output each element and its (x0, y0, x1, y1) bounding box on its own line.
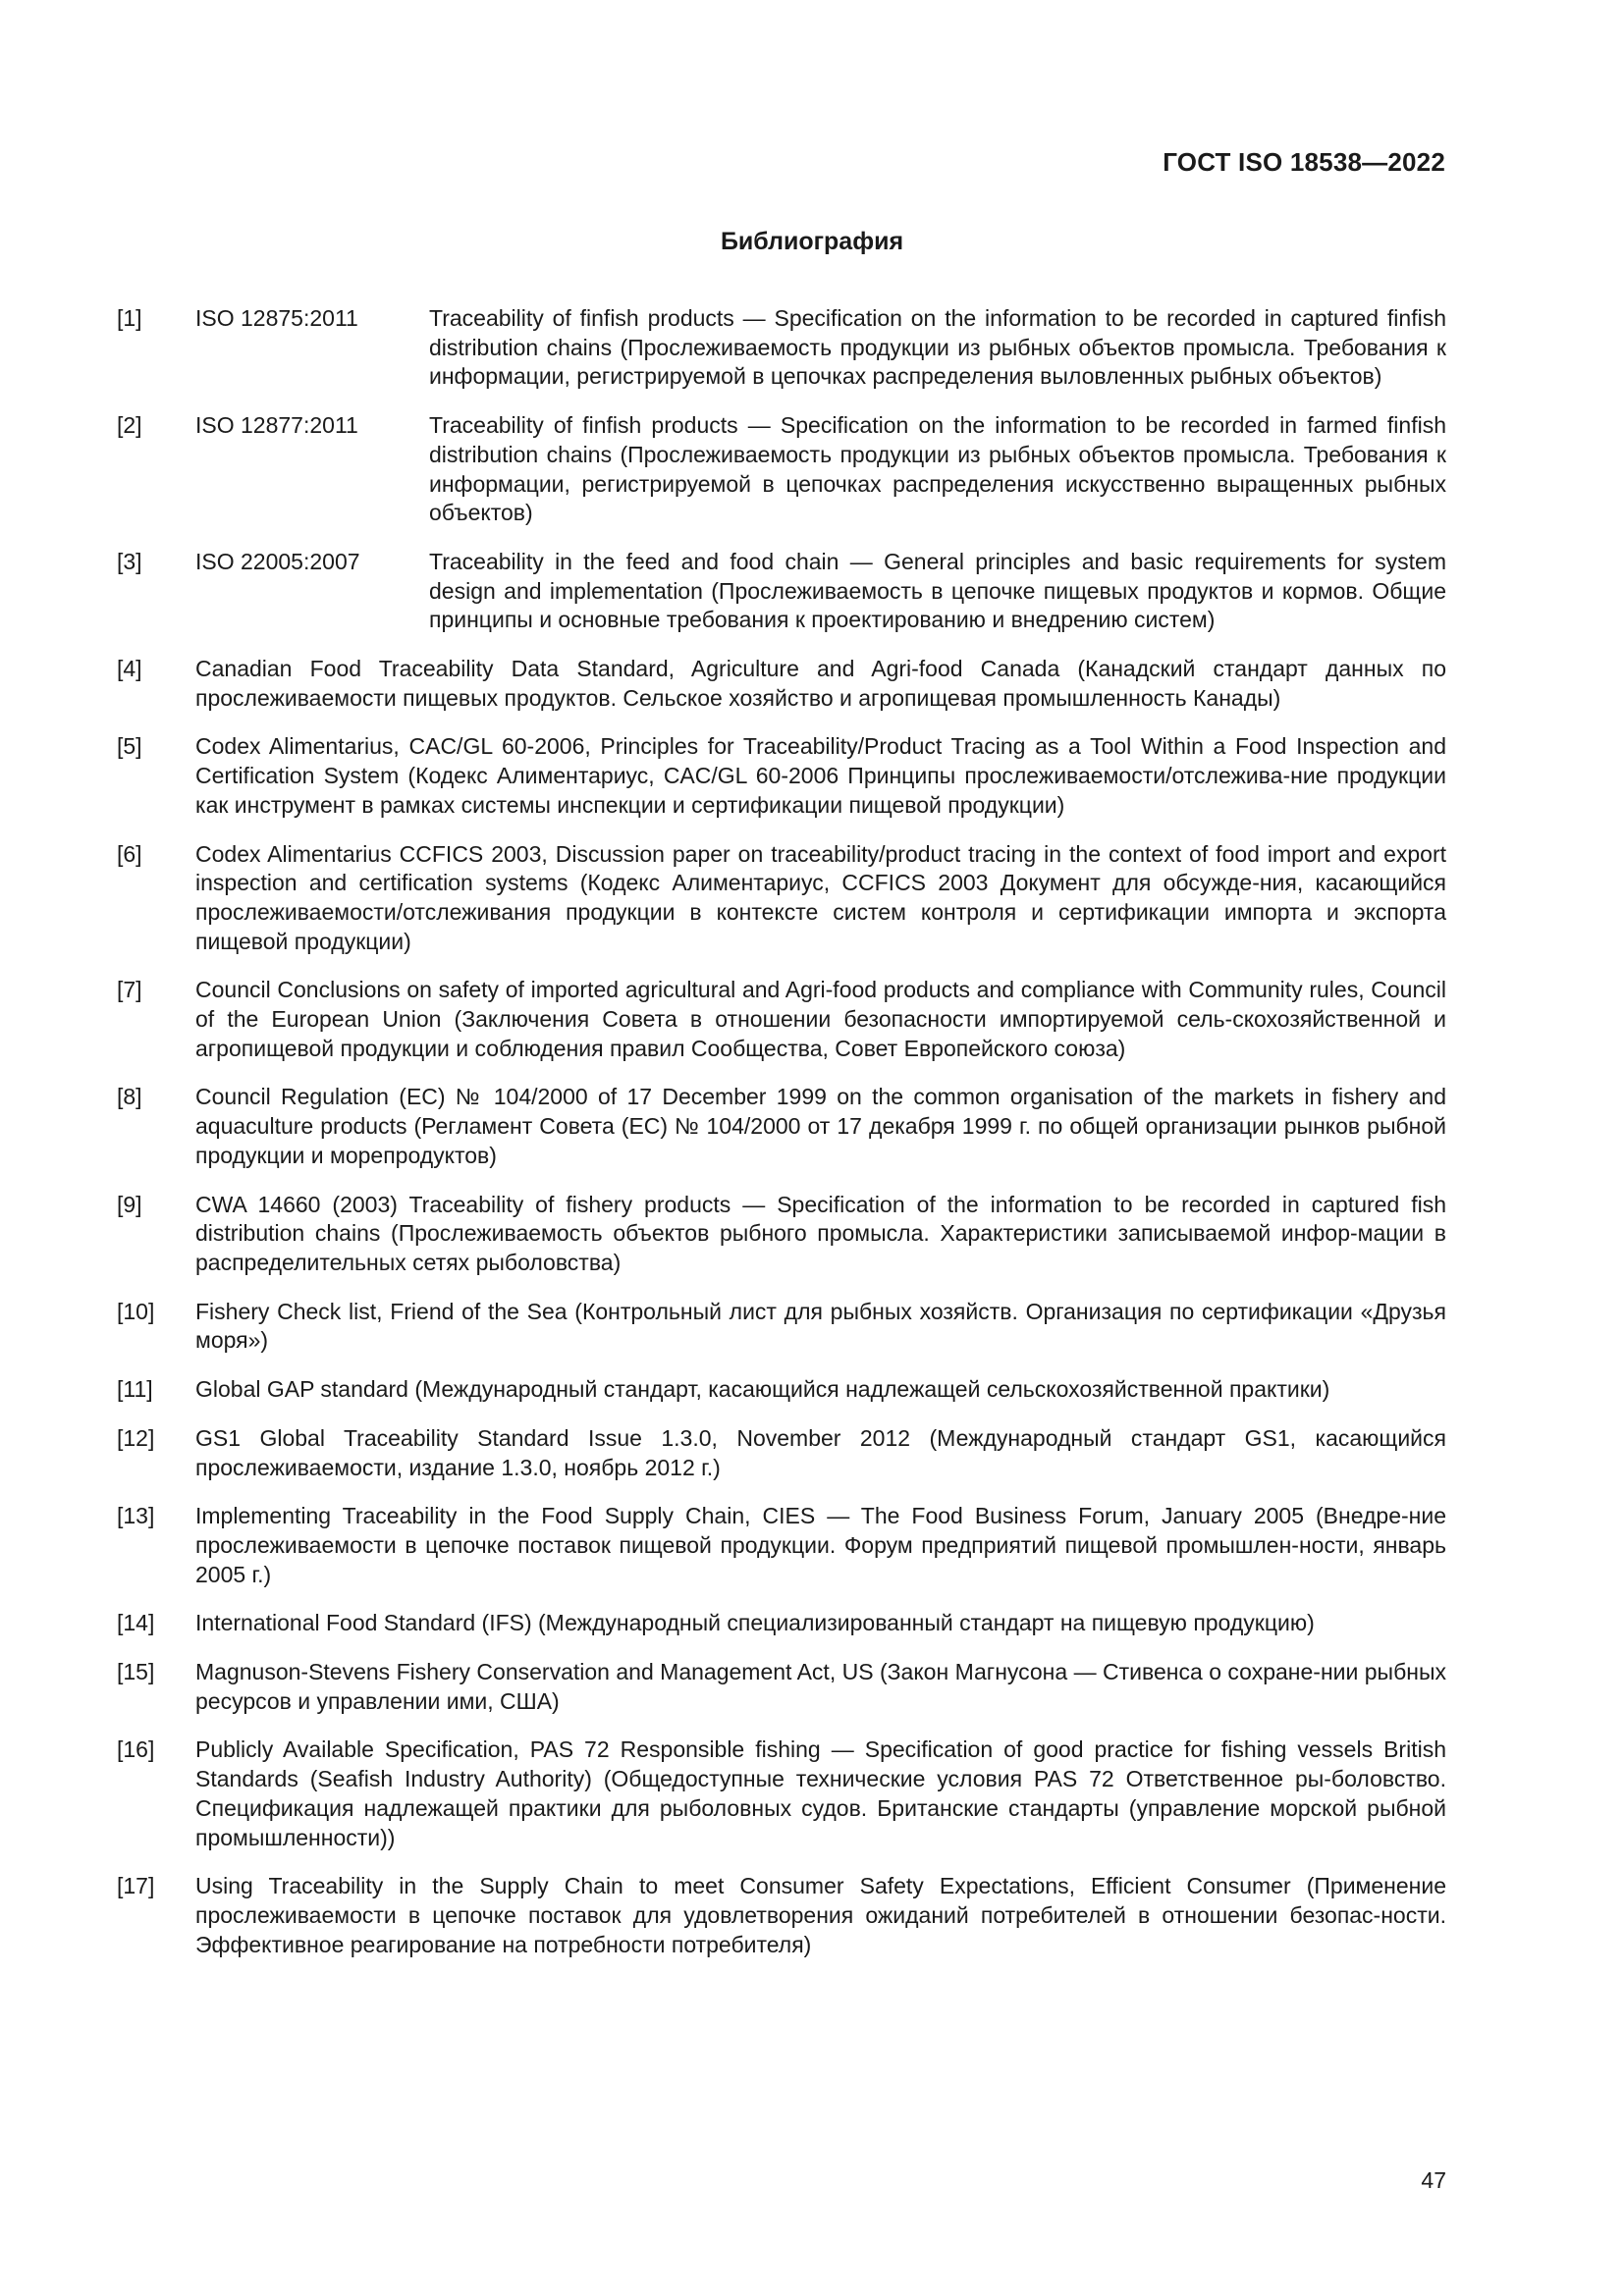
bibliography-entry (117, 1298, 1446, 1356)
bibliography-entry (117, 1424, 1446, 1482)
entry-text: Publicly Available Specification, PAS 72 Responsible fishing — Specification of good practice for fishing vessels British Standards (Seafish Industry Authority) (Общедоступные технические условия PAS 72 Ответственное ры-боловство. Спецификация надлежащей практики для рыболовных судов. Британские стандарты (управление морской рыбной промышленности)) (195, 1736, 1446, 1850)
entry-text: CWA 14660 (2003) Traceability of fishery products — Specification of the information to be recorded in captured fish distribution chains (Прослеживаемость объектов рыбного промысла. Характеристики записываемой инфор-мации в распределительных сетях рыболовства) (195, 1191, 1446, 1275)
bibliography-entry (117, 411, 1446, 528)
entry-number: [17] (117, 1873, 155, 1899)
entry-standard-code: ISO 12877:2011 (195, 412, 358, 439)
bibliography-entry (117, 1658, 1446, 1716)
entry-number: [14] (117, 1610, 155, 1636)
entry-number: [2] (117, 412, 142, 439)
entry-text: Traceability of finfish products — Specification on the information to be recorded in captured finfish distribution chains (Прослеживаемость продукции из рыбных объектов промысла. Требования к информации, регистрируемой в цепочках распределения выловленных рыбных объектов) (429, 305, 1446, 390)
entry-text: Traceability in the feed and food chain — General principles and basic requirements for system design and implementation (Прослеживаемость в цепочке пищевых продуктов и кормов. Общие принципы и основные требования к проектированию и внедрению систем) (429, 548, 1446, 633)
entry-number: [8] (117, 1084, 142, 1110)
bibliography-entry (117, 732, 1446, 820)
bibliography-entry (117, 1872, 1446, 1959)
entry-text: Implementing Traceability in the Food Supply Chain, CIES — The Food Business Forum, January 2005 (Внедре-ние прослеживаемости в цепочке поставок пищевой продукции. Форум предприятий пищевой промышлен-ности, январь 2005 г.) (195, 1503, 1446, 1587)
entry-text: Codex Alimentarius, CAC/GL 60-2006, Principles for Traceability/Product Tracing as a Tool Within a Food Inspection and Certification System (Кодекс Алиментариус, CAC/GL 60-2006 Принципы прослеживаемости/отслежива-ние продукции как инструмент в рамках системы инспекции и сертификации пищевой продукции) (195, 733, 1446, 818)
entry-text: Codex Alimentarius CCFICS 2003, Discussion paper on traceability/product tracing in the context of food import and export inspection and certification systems (Кодекс Алиментариус, CCFICS 2003 Документ для обсужде-ния, касающийся прослеживаемости/отслеживания продукции в контексте систем контроля и сертификации импорта и экспорта пищевой продукции) (195, 840, 1446, 954)
entry-number: [4] (117, 656, 142, 682)
entry-number: [13] (117, 1503, 155, 1529)
section-title: Библиография (720, 228, 904, 255)
entry-number: [9] (117, 1191, 142, 1217)
page-number: 47 (1421, 2167, 1446, 2193)
bibliography-entry (117, 1609, 1446, 1638)
entry-number: [6] (117, 840, 142, 867)
entry-number: [15] (117, 1659, 155, 1685)
entry-text: Council Regulation (EC) № 104/2000 of 17 December 1999 on the common organisation of the markets in fishery and aquaculture products (Регламент Совета (ЕС) № 104/2000 от 17 декабря 1999 г. по общей организации рынков рыбной продукции и морепродуктов) (195, 1084, 1446, 1168)
bibliography-entry (117, 1083, 1446, 1170)
entry-number: [16] (117, 1736, 155, 1763)
entry-number: [10] (117, 1298, 155, 1324)
entry-text: Magnuson-Stevens Fishery Conservation and Management Act, US (Закон Магнусона — Стивенса о сохране-нии рыбных ресурсов и управлении ими, США) (195, 1659, 1446, 1714)
entry-standard-code: ISO 22005:2007 (195, 548, 360, 574)
bibliography-entry (117, 655, 1446, 713)
entry-number: [1] (117, 305, 142, 331)
entry-text: Canadian Food Traceability Data Standard, Agriculture and Agri-food Canada (Канадский стандарт данных по прослеживаемости пищевых продуктов. Сельское хозяйство и агропищевая промышленность Канады) (195, 656, 1446, 711)
entry-text: Council Conclusions on safety of imported agricultural and Agri-food products and compliance with Community rules, Council of the European Union (Заключения Совета в отношении безопасности импортируемой сель-скохозяйственной и агропищевой продукции и соблюдения правил Сообщества, Совет Европейского союза) (195, 977, 1446, 1061)
bibliography-entry (117, 1735, 1446, 1852)
entry-number: [12] (117, 1424, 155, 1451)
bibliography-list (117, 304, 1446, 1979)
entry-text: GS1 Global Traceability Standard Issue 1.3.0, November 2012 (Международный стандарт GS1, касающийся прослеживаемости, издание 1.3.0, ноябрь 2012 г.) (195, 1424, 1446, 1480)
entry-text: Using Traceability in the Supply Chain to meet Consumer Safety Expectations, Efficient Consumer (Применение прослеживаемости в цепочке поставок для удовлетворения ожиданий потребителей в отношении безопас-ности. Эффективное реагирование на потребности потребителя) (195, 1873, 1446, 1957)
entry-number: [5] (117, 733, 142, 760)
entry-number: [3] (117, 548, 142, 574)
bibliography-entry (117, 1375, 1446, 1405)
bibliography-entry (117, 304, 1446, 392)
bibliography-entry (117, 1191, 1446, 1278)
entry-text: Global GAP standard (Международный стандарт, касающийся надлежащей сельскохозяйственной практики) (195, 1376, 1330, 1403)
bibliography-entry (117, 548, 1446, 635)
entry-standard-code: ISO 12875:2011 (195, 305, 358, 331)
bibliography-entry (117, 976, 1446, 1063)
entry-text: Traceability of finfish products — Specification on the information to be recorded in farmed finfish distribution chains (Прослеживаемость продукции из рыбных объектов промысла. Требования к информации, регистрируемой в цепочках распределения искусственно выращенных рыбных объектов) (429, 412, 1446, 526)
bibliography-entry (117, 840, 1446, 957)
entry-number: [7] (117, 977, 142, 1003)
entry-text: International Food Standard (IFS) (Международный специализированный стандарт на пищевую продукцию) (195, 1610, 1315, 1636)
document-code: ГОСТ ISO 18538—2022 (1163, 147, 1445, 177)
entry-number: [11] (117, 1376, 153, 1403)
entry-text: Fishery Check list, Friend of the Sea (Контрольный лист для рыбных хозяйств. Организация по сертификации «Друзья моря») (195, 1298, 1446, 1354)
bibliography-entry (117, 1502, 1446, 1589)
